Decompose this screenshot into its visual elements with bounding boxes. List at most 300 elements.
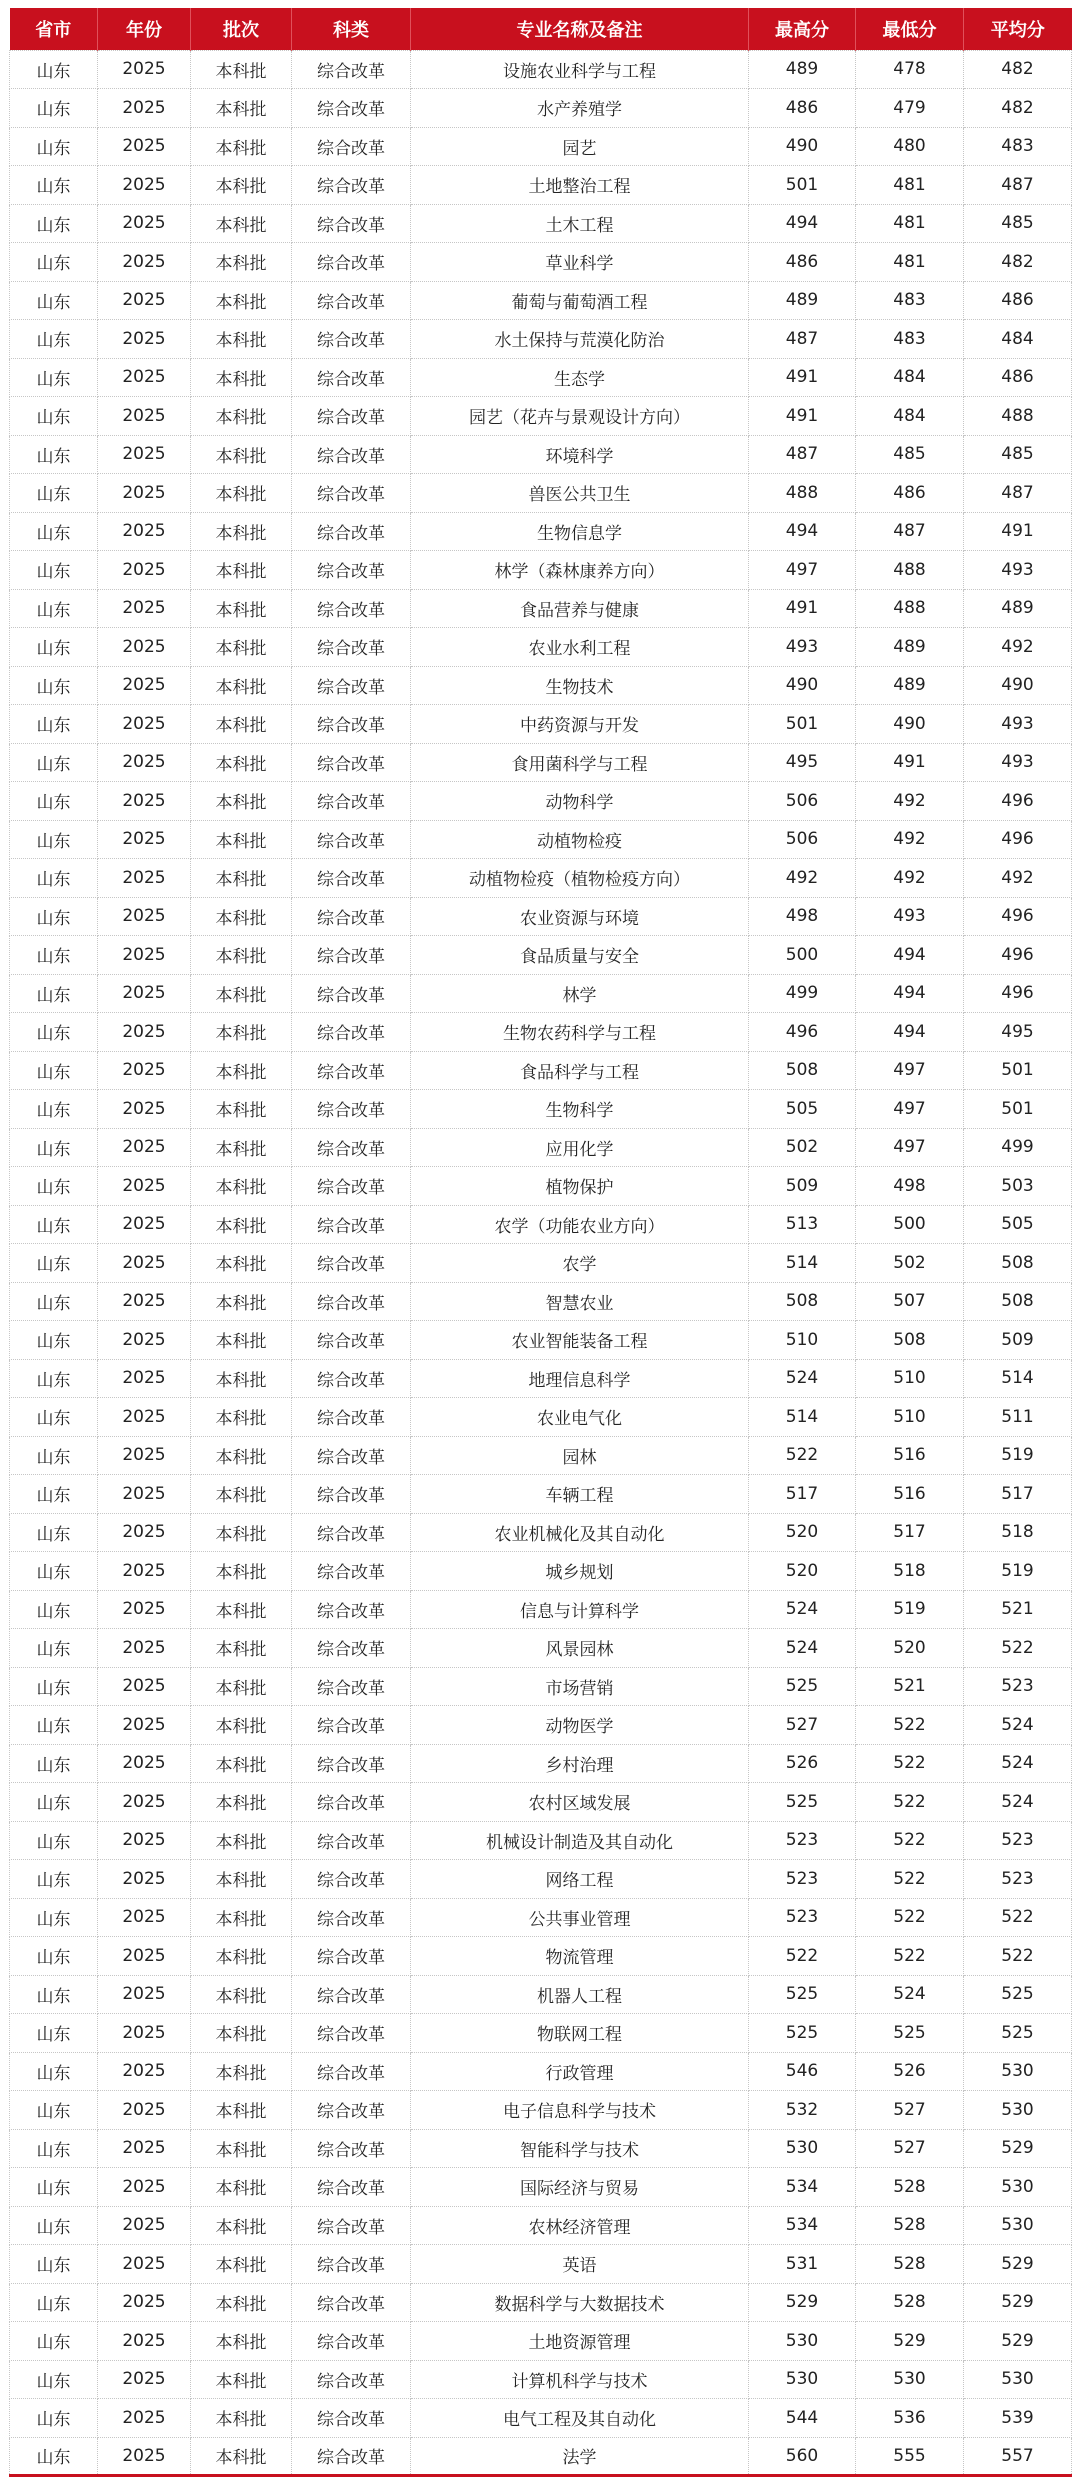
cell-province: 山东 <box>10 243 98 282</box>
table-row <box>10 628 1072 667</box>
cell-batch: 本科批 <box>191 243 292 282</box>
cell-batch: 本科批 <box>191 166 292 205</box>
cell-max-score: 486 <box>749 89 856 128</box>
cell-min-score: 518 <box>856 1552 964 1591</box>
cell-max-score: 532 <box>749 2091 856 2130</box>
cell-avg-score: 496 <box>964 936 1072 975</box>
cell-province: 山东 <box>10 1475 98 1514</box>
cell-min-score: 494 <box>856 936 964 975</box>
cell-avg-score: 488 <box>964 397 1072 436</box>
cell-major-name: 设施农业科学与工程 <box>411 50 749 89</box>
cell-max-score: 525 <box>749 1975 856 2014</box>
cell-avg-score: 525 <box>964 2014 1072 2053</box>
table-row <box>10 1475 1072 1514</box>
table-row <box>10 1513 1072 1552</box>
cell-major-name: 水产养殖学 <box>411 89 749 128</box>
cell-category: 综合改革 <box>292 2014 411 2053</box>
cell-province: 山东 <box>10 435 98 474</box>
cell-category: 综合改革 <box>292 705 411 744</box>
cell-avg-score: 530 <box>964 2206 1072 2245</box>
cell-max-score: 494 <box>749 204 856 243</box>
cell-year: 2025 <box>98 936 191 975</box>
table-row <box>10 1667 1072 1706</box>
cell-max-score: 525 <box>749 2014 856 2053</box>
cell-batch: 本科批 <box>191 1513 292 1552</box>
cell-province: 山东 <box>10 1090 98 1129</box>
cell-category: 综合改革 <box>292 127 411 166</box>
cell-major-name: 应用化学 <box>411 1128 749 1167</box>
table-row <box>10 89 1072 128</box>
cell-province: 山东 <box>10 1667 98 1706</box>
cell-avg-score: 524 <box>964 1783 1072 1822</box>
cell-max-score: 499 <box>749 974 856 1013</box>
cell-max-score: 489 <box>749 50 856 89</box>
cell-min-score: 484 <box>856 397 964 436</box>
cell-year: 2025 <box>98 1629 191 1668</box>
cell-major-name: 食品质量与安全 <box>411 936 749 975</box>
cell-min-score: 528 <box>856 2206 964 2245</box>
cell-avg-score: 518 <box>964 1513 1072 1552</box>
cell-year: 2025 <box>98 1282 191 1321</box>
cell-major-name: 土地资源管理 <box>411 2322 749 2361</box>
header-major-name: 专业名称及备注 <box>411 8 749 50</box>
cell-year: 2025 <box>98 1167 191 1206</box>
cell-province: 山东 <box>10 2206 98 2245</box>
cell-batch: 本科批 <box>191 2360 292 2399</box>
cell-province: 山东 <box>10 897 98 936</box>
cell-batch: 本科批 <box>191 859 292 898</box>
cell-province: 山东 <box>10 1783 98 1822</box>
cell-max-score: 525 <box>749 1783 856 1822</box>
cell-category: 综合改革 <box>292 743 411 782</box>
cell-category: 综合改革 <box>292 2091 411 2130</box>
cell-province: 山东 <box>10 628 98 667</box>
cell-year: 2025 <box>98 820 191 859</box>
cell-category: 综合改革 <box>292 512 411 551</box>
cell-year: 2025 <box>98 897 191 936</box>
cell-min-score: 516 <box>856 1436 964 1475</box>
cell-category: 综合改革 <box>292 1321 411 1360</box>
table-row <box>10 243 1072 282</box>
cell-max-score: 544 <box>749 2399 856 2438</box>
table-body <box>10 50 1072 2476</box>
table-row <box>10 166 1072 205</box>
cell-year: 2025 <box>98 743 191 782</box>
cell-max-score: 501 <box>749 705 856 744</box>
table-row <box>10 1975 1072 2014</box>
cell-max-score: 490 <box>749 127 856 166</box>
cell-min-score: 480 <box>856 127 964 166</box>
cell-year: 2025 <box>98 2360 191 2399</box>
cell-avg-score: 529 <box>964 2129 1072 2168</box>
cell-province: 山东 <box>10 551 98 590</box>
table-row <box>10 50 1072 89</box>
cell-year: 2025 <box>98 1975 191 2014</box>
cell-major-name: 风景园林 <box>411 1629 749 1668</box>
cell-year: 2025 <box>98 1552 191 1591</box>
cell-avg-score: 519 <box>964 1552 1072 1591</box>
cell-max-score: 523 <box>749 1860 856 1899</box>
table-row <box>10 2360 1072 2399</box>
cell-min-score: 481 <box>856 204 964 243</box>
cell-batch: 本科批 <box>191 474 292 513</box>
cell-category: 综合改革 <box>292 782 411 821</box>
table-row <box>10 474 1072 513</box>
table-row <box>10 1898 1072 1937</box>
cell-max-score: 501 <box>749 166 856 205</box>
table-row <box>10 1783 1072 1822</box>
cell-year: 2025 <box>98 782 191 821</box>
cell-major-name: 机械设计制造及其自动化 <box>411 1821 749 1860</box>
cell-category: 综合改革 <box>292 1552 411 1591</box>
cell-max-score: 486 <box>749 243 856 282</box>
cell-batch: 本科批 <box>191 1667 292 1706</box>
cell-category: 综合改革 <box>292 435 411 474</box>
cell-category: 综合改革 <box>292 2437 411 2476</box>
cell-max-score: 527 <box>749 1706 856 1745</box>
cell-min-score: 490 <box>856 705 964 744</box>
cell-max-score: 502 <box>749 1128 856 1167</box>
cell-avg-score: 523 <box>964 1860 1072 1899</box>
table-row <box>10 1629 1072 1668</box>
cell-avg-score: 508 <box>964 1282 1072 1321</box>
cell-year: 2025 <box>98 1398 191 1437</box>
table-row <box>10 1398 1072 1437</box>
cell-min-score: 516 <box>856 1475 964 1514</box>
cell-major-name: 数据科学与大数据技术 <box>411 2283 749 2322</box>
cell-year: 2025 <box>98 1706 191 1745</box>
cell-province: 山东 <box>10 397 98 436</box>
table-row <box>10 1359 1072 1398</box>
cell-min-score: 489 <box>856 628 964 667</box>
cell-year: 2025 <box>98 859 191 898</box>
table-row <box>10 1128 1072 1167</box>
cell-min-score: 483 <box>856 320 964 359</box>
cell-year: 2025 <box>98 50 191 89</box>
cell-batch: 本科批 <box>191 743 292 782</box>
cell-province: 山东 <box>10 859 98 898</box>
cell-min-score: 522 <box>856 1860 964 1899</box>
cell-min-score: 555 <box>856 2437 964 2476</box>
cell-max-score: 509 <box>749 1167 856 1206</box>
cell-max-score: 498 <box>749 897 856 936</box>
cell-avg-score: 487 <box>964 474 1072 513</box>
cell-avg-score: 529 <box>964 2322 1072 2361</box>
cell-max-score: 508 <box>749 1051 856 1090</box>
cell-avg-score: 522 <box>964 1629 1072 1668</box>
table-row <box>10 1436 1072 1475</box>
cell-avg-score: 485 <box>964 435 1072 474</box>
cell-min-score: 529 <box>856 2322 964 2361</box>
cell-year: 2025 <box>98 2283 191 2322</box>
cell-major-name: 林学 <box>411 974 749 1013</box>
cell-batch: 本科批 <box>191 1590 292 1629</box>
cell-category: 综合改革 <box>292 628 411 667</box>
table-row <box>10 551 1072 590</box>
cell-major-name: 电子信息科学与技术 <box>411 2091 749 2130</box>
cell-province: 山东 <box>10 1513 98 1552</box>
cell-major-name: 中药资源与开发 <box>411 705 749 744</box>
cell-category: 综合改革 <box>292 1898 411 1937</box>
cell-min-score: 525 <box>856 2014 964 2053</box>
cell-batch: 本科批 <box>191 705 292 744</box>
cell-avg-score: 517 <box>964 1475 1072 1514</box>
cell-min-score: 536 <box>856 2399 964 2438</box>
cell-major-name: 动植物检疫 <box>411 820 749 859</box>
cell-year: 2025 <box>98 1359 191 1398</box>
cell-batch: 本科批 <box>191 358 292 397</box>
cell-major-name: 城乡规划 <box>411 1552 749 1591</box>
cell-batch: 本科批 <box>191 1860 292 1899</box>
cell-batch: 本科批 <box>191 820 292 859</box>
cell-max-score: 491 <box>749 589 856 628</box>
cell-province: 山东 <box>10 320 98 359</box>
cell-avg-score: 482 <box>964 89 1072 128</box>
cell-major-name: 计算机科学与技术 <box>411 2360 749 2399</box>
cell-province: 山东 <box>10 2360 98 2399</box>
cell-year: 2025 <box>98 474 191 513</box>
header-province: 省市 <box>10 8 98 50</box>
cell-major-name: 农学（功能农业方向） <box>411 1205 749 1244</box>
cell-year: 2025 <box>98 2322 191 2361</box>
cell-avg-score: 495 <box>964 1013 1072 1052</box>
cell-max-score: 530 <box>749 2360 856 2399</box>
header-min-score: 最低分 <box>856 8 964 50</box>
cell-avg-score: 493 <box>964 743 1072 782</box>
cell-min-score: 492 <box>856 820 964 859</box>
cell-min-score: 526 <box>856 2052 964 2091</box>
cell-min-score: 507 <box>856 1282 964 1321</box>
table-row <box>10 1321 1072 1360</box>
cell-year: 2025 <box>98 1128 191 1167</box>
cell-year: 2025 <box>98 243 191 282</box>
cell-avg-score: 496 <box>964 782 1072 821</box>
cell-avg-score: 530 <box>964 2052 1072 2091</box>
cell-min-score: 491 <box>856 743 964 782</box>
cell-max-score: 534 <box>749 2206 856 2245</box>
cell-min-score: 489 <box>856 666 964 705</box>
table-row <box>10 705 1072 744</box>
cell-year: 2025 <box>98 2206 191 2245</box>
cell-batch: 本科批 <box>191 1629 292 1668</box>
cell-max-score: 505 <box>749 1090 856 1129</box>
cell-category: 综合改革 <box>292 1167 411 1206</box>
cell-batch: 本科批 <box>191 2014 292 2053</box>
cell-batch: 本科批 <box>191 551 292 590</box>
cell-avg-score: 503 <box>964 1167 1072 1206</box>
header-batch: 批次 <box>191 8 292 50</box>
cell-major-name: 园艺 <box>411 127 749 166</box>
table-row <box>10 936 1072 975</box>
cell-year: 2025 <box>98 2129 191 2168</box>
cell-province: 山东 <box>10 820 98 859</box>
cell-major-name: 食品科学与工程 <box>411 1051 749 1090</box>
cell-year: 2025 <box>98 705 191 744</box>
cell-batch: 本科批 <box>191 1359 292 1398</box>
header-year: 年份 <box>98 8 191 50</box>
cell-avg-score: 523 <box>964 1821 1072 1860</box>
cell-year: 2025 <box>98 1436 191 1475</box>
cell-province: 山东 <box>10 1898 98 1937</box>
cell-major-name: 生物科学 <box>411 1090 749 1129</box>
cell-major-name: 动物科学 <box>411 782 749 821</box>
cell-avg-score: 486 <box>964 281 1072 320</box>
cell-province: 山东 <box>10 2091 98 2130</box>
cell-max-score: 514 <box>749 1244 856 1283</box>
cell-min-score: 488 <box>856 589 964 628</box>
cell-major-name: 食品营养与健康 <box>411 589 749 628</box>
cell-max-score: 513 <box>749 1205 856 1244</box>
cell-category: 综合改革 <box>292 2322 411 2361</box>
cell-avg-score: 530 <box>964 2168 1072 2207</box>
cell-batch: 本科批 <box>191 1744 292 1783</box>
cell-category: 综合改革 <box>292 2052 411 2091</box>
cell-avg-score: 496 <box>964 820 1072 859</box>
cell-batch: 本科批 <box>191 974 292 1013</box>
cell-min-score: 528 <box>856 2168 964 2207</box>
cell-province: 山东 <box>10 1860 98 1899</box>
cell-province: 山东 <box>10 1282 98 1321</box>
cell-province: 山东 <box>10 2283 98 2322</box>
cell-province: 山东 <box>10 2014 98 2053</box>
cell-year: 2025 <box>98 1744 191 1783</box>
cell-province: 山东 <box>10 705 98 744</box>
cell-min-score: 530 <box>856 2360 964 2399</box>
cell-category: 综合改革 <box>292 1359 411 1398</box>
cell-year: 2025 <box>98 281 191 320</box>
cell-province: 山东 <box>10 1244 98 1283</box>
cell-min-score: 492 <box>856 859 964 898</box>
cell-max-score: 514 <box>749 1398 856 1437</box>
cell-avg-score: 522 <box>964 1937 1072 1976</box>
cell-year: 2025 <box>98 166 191 205</box>
cell-year: 2025 <box>98 2437 191 2476</box>
cell-avg-score: 530 <box>964 2360 1072 2399</box>
cell-major-name: 园林 <box>411 1436 749 1475</box>
cell-min-score: 519 <box>856 1590 964 1629</box>
cell-category: 综合改革 <box>292 1860 411 1899</box>
cell-batch: 本科批 <box>191 2283 292 2322</box>
cell-max-score: 526 <box>749 1744 856 1783</box>
cell-province: 山东 <box>10 1629 98 1668</box>
cell-year: 2025 <box>98 2052 191 2091</box>
cell-category: 综合改革 <box>292 243 411 282</box>
cell-province: 山东 <box>10 936 98 975</box>
cell-max-score: 525 <box>749 1667 856 1706</box>
cell-min-score: 520 <box>856 1629 964 1668</box>
cell-batch: 本科批 <box>191 628 292 667</box>
cell-avg-score: 509 <box>964 1321 1072 1360</box>
cell-avg-score: 487 <box>964 166 1072 205</box>
cell-category: 综合改革 <box>292 397 411 436</box>
table-row <box>10 897 1072 936</box>
cell-major-name: 农林经济管理 <box>411 2206 749 2245</box>
cell-max-score: 495 <box>749 743 856 782</box>
cell-province: 山东 <box>10 358 98 397</box>
table-row <box>10 2437 1072 2476</box>
cell-batch: 本科批 <box>191 1013 292 1052</box>
cell-batch: 本科批 <box>191 2129 292 2168</box>
table-row <box>10 859 1072 898</box>
cell-min-score: 524 <box>856 1975 964 2014</box>
cell-province: 山东 <box>10 782 98 821</box>
cell-category: 综合改革 <box>292 820 411 859</box>
cell-min-score: 522 <box>856 1898 964 1937</box>
cell-category: 综合改革 <box>292 2360 411 2399</box>
table-row <box>10 2168 1072 2207</box>
cell-province: 山东 <box>10 2399 98 2438</box>
cell-batch: 本科批 <box>191 2052 292 2091</box>
table-row <box>10 1821 1072 1860</box>
cell-year: 2025 <box>98 1205 191 1244</box>
cell-min-score: 494 <box>856 974 964 1013</box>
cell-province: 山东 <box>10 50 98 89</box>
cell-avg-score: 491 <box>964 512 1072 551</box>
cell-category: 综合改革 <box>292 1706 411 1745</box>
cell-category: 综合改革 <box>292 936 411 975</box>
table-header <box>10 8 1072 50</box>
cell-province: 山东 <box>10 474 98 513</box>
cell-year: 2025 <box>98 89 191 128</box>
table-row <box>10 2052 1072 2091</box>
cell-avg-score: 501 <box>964 1051 1072 1090</box>
cell-major-name: 农业水利工程 <box>411 628 749 667</box>
cell-year: 2025 <box>98 1667 191 1706</box>
cell-batch: 本科批 <box>191 2437 292 2476</box>
cell-category: 综合改革 <box>292 1937 411 1976</box>
cell-avg-score: 524 <box>964 1744 1072 1783</box>
cell-max-score: 493 <box>749 628 856 667</box>
cell-min-score: 497 <box>856 1090 964 1129</box>
cell-max-score: 531 <box>749 2245 856 2284</box>
table-row <box>10 435 1072 474</box>
cell-province: 山东 <box>10 89 98 128</box>
cell-year: 2025 <box>98 1821 191 1860</box>
cell-max-score: 506 <box>749 782 856 821</box>
cell-category: 综合改革 <box>292 1667 411 1706</box>
cell-province: 山东 <box>10 1937 98 1976</box>
cell-year: 2025 <box>98 127 191 166</box>
cell-major-name: 动物医学 <box>411 1706 749 1745</box>
cell-min-score: 493 <box>856 897 964 936</box>
cell-batch: 本科批 <box>191 2206 292 2245</box>
cell-batch: 本科批 <box>191 435 292 474</box>
cell-year: 2025 <box>98 2091 191 2130</box>
cell-batch: 本科批 <box>191 2322 292 2361</box>
cell-category: 综合改革 <box>292 897 411 936</box>
cell-avg-score: 486 <box>964 358 1072 397</box>
header-max-score: 最高分 <box>749 8 856 50</box>
cell-max-score: 490 <box>749 666 856 705</box>
table-row <box>10 127 1072 166</box>
cell-batch: 本科批 <box>191 281 292 320</box>
table-row <box>10 1244 1072 1283</box>
cell-year: 2025 <box>98 666 191 705</box>
table-row <box>10 820 1072 859</box>
cell-min-score: 522 <box>856 1821 964 1860</box>
cell-year: 2025 <box>98 589 191 628</box>
cell-province: 山东 <box>10 281 98 320</box>
header-row <box>10 8 1072 50</box>
header-category: 科类 <box>292 8 411 50</box>
cell-avg-score: 514 <box>964 1359 1072 1398</box>
cell-batch: 本科批 <box>191 589 292 628</box>
cell-avg-score: 539 <box>964 2399 1072 2438</box>
cell-batch: 本科批 <box>191 1475 292 1514</box>
cell-max-score: 560 <box>749 2437 856 2476</box>
cell-batch: 本科批 <box>191 666 292 705</box>
cell-category: 综合改革 <box>292 1282 411 1321</box>
